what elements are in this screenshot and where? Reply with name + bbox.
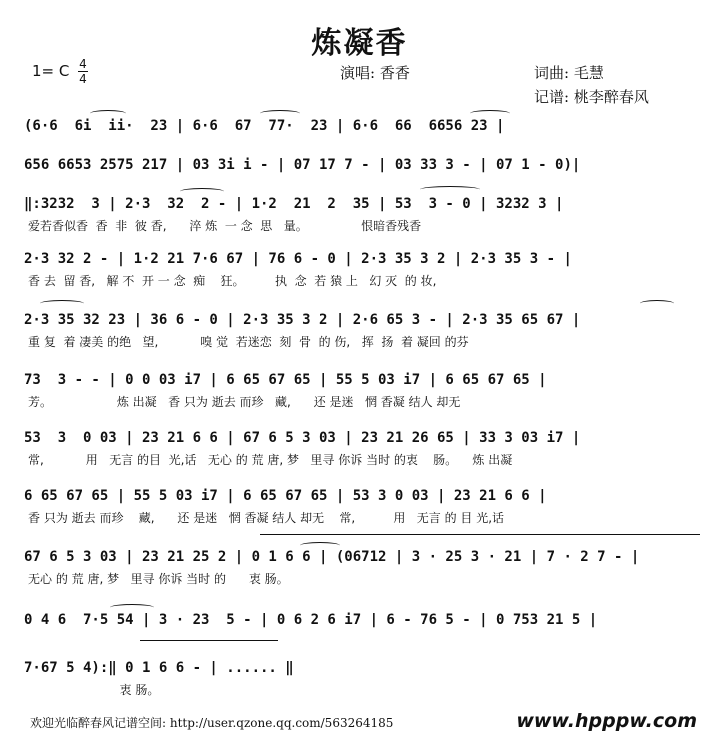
meter-top: 4 xyxy=(79,57,87,71)
song-title: 炼凝香 xyxy=(311,26,408,61)
slur-mark xyxy=(300,542,340,549)
lyric: 爱若香似香 香 非 彼 香, 淬 炼 一 念 思 量。 恨暗香残香 xyxy=(28,219,422,233)
lyric xyxy=(28,634,696,650)
volta-bracket-2 xyxy=(140,640,278,641)
time-signature xyxy=(78,58,88,85)
lyric: 重 复 着 凄美 的绝 望, 嗅 觉 若迷恋 刻 骨 的 伤, 挥 扬 着 凝回 的芬 xyxy=(28,335,469,349)
volta-bracket-1 xyxy=(260,534,700,535)
slur-mark xyxy=(470,110,510,117)
lyric: 芳。 炼 出凝 香 只为 逝去 而珍 藏, 还 是迷 惘 香凝 结人 却无 xyxy=(28,395,461,409)
key-signature: 1= C xyxy=(32,62,70,80)
lyric: 衷 肠。 xyxy=(28,683,160,697)
lyric: 香 只为 逝去 而珍 藏, 还 是迷 惘 香凝 结人 却无 常, 用 无言 的 目 光,话 xyxy=(28,511,505,525)
notation: 53 3 0 03 | 23 21 6 6 | 67 6 5 3 03 | 23 21 26 65 | 33 3 03 i7 | xyxy=(24,430,581,446)
footer-welcome-text: 欢迎光临醉春风记谱空间: http://user.qzone.qq.com/563264185 xyxy=(30,716,394,730)
notation: 67 6 5 3 03 | 23 21 25 2 | 0 1 6 6 | (06712 | 3 · 25 3 · 21 | 7 · 2 7 - | xyxy=(24,549,640,565)
composer-credit: 词曲: 毛慧 xyxy=(534,64,604,82)
singer-credit: 演唱: 香香 xyxy=(340,64,410,82)
notation: 0 4 6 7·5 54 | 3 · 23 5 - | 0 6 2 6 i7 | 6 - 76 5 - | 0 753 21 5 | xyxy=(24,612,598,628)
slur-mark xyxy=(180,188,224,195)
slur-mark xyxy=(260,110,300,117)
slur-mark xyxy=(90,110,126,117)
lyric xyxy=(28,179,696,195)
meter-bottom: 4 xyxy=(79,72,87,86)
notation: 73 3 - - | 0 0 03 i7 | 6 65 67 65 | 55 5 03 i7 | 6 65 67 65 | xyxy=(24,372,547,388)
site-watermark: www.hpppw.com xyxy=(516,710,697,732)
lyric: 常, 用 无言 的目 光,话 无心 的 荒 唐, 梦 里寻 你诉 当时 的衷 肠。 炼 出凝 xyxy=(28,453,513,467)
slur-mark xyxy=(40,300,84,307)
notation: 656 6653 2575 217 | 03 3i i - | 07 17 7 - | 03 33 3 - | 07 1 - 0)| xyxy=(24,157,581,173)
slur-mark xyxy=(420,186,480,193)
notation: (6·6 6i ii· 23 | 6·6 67 77· 23 | 6·6 66 6656 23 | xyxy=(24,118,505,134)
lyric xyxy=(28,140,696,156)
slur-mark xyxy=(110,604,154,611)
notation: ‖:3232 3 | 2·3 32 2 - | 1·2 21 2 35 | 53 3 - 0 | 3232 3 | xyxy=(24,196,564,212)
notation: 2·3 35 32 23 | 36 6 - 0 | 2·3 35 3 2 | 2·6 65 3 - | 2·3 35 65 67 | xyxy=(24,312,581,328)
notation: 7·67 5 4):‖ 0 1 6 6 - | ...... ‖ xyxy=(24,660,294,676)
notation: 2·3 32 2 - | 1·2 21 7·6 67 | 76 6 - 0 | 2·3 35 3 2 | 2·3 35 3 - | xyxy=(24,251,572,267)
slur-mark xyxy=(640,300,674,307)
lyric: 香 去 留 香, 解 不 开 一 念 痴 狂。 执 念 若 猿 上 幻 灭 的 妆, xyxy=(28,274,437,288)
lyric: 无心 的 荒 唐, 梦 里寻 你诉 当时 的 衷 肠。 xyxy=(28,572,289,586)
transcriber-credit: 记谱: 桃李醉春风 xyxy=(534,88,649,106)
notation: 6 65 67 65 | 55 5 03 i7 | 6 65 67 65 | 53 3 0 03 | 23 21 6 6 | xyxy=(24,488,547,504)
